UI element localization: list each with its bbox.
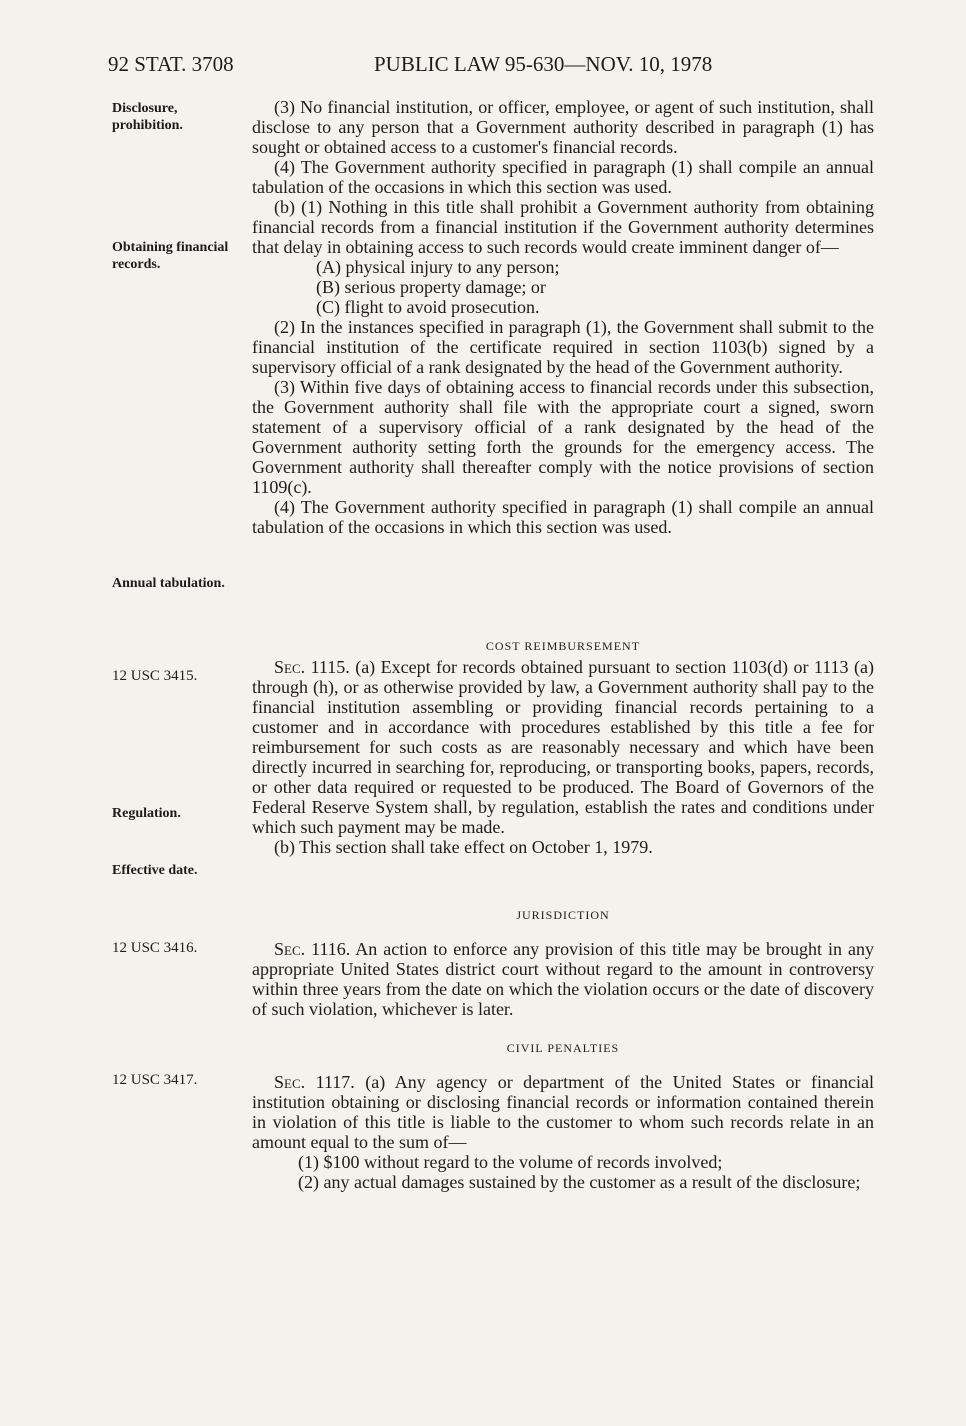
section-1116-text: 1116. An action to enforce any provision of this title may be brought in any appropriate United States district court without regard to the amount in controversy within three years from the date on which the violation occurs or the date of discovery of such violation, whichever is later. bbox=[252, 939, 875, 1019]
paragraph-a4: (4) The Government authority specified in paragraph (1) shall compile an annual tabulation of the occasions in which this section was used. bbox=[252, 157, 874, 197]
margin-note-usc3415: 12 USC 3415. bbox=[112, 668, 198, 684]
section-1117-a-text: 1117. (a) Any agency or department of the United States or financial institution obtaining or disclosing financial records or information contained therein in violation of this title is liable to the customer to whom such records relate in an amount equal to the sum of— bbox=[252, 1072, 874, 1152]
section-label: Sec. bbox=[274, 939, 306, 959]
margin-note-disclosure: Disclosure, prohibition. bbox=[112, 101, 183, 133]
page-header bbox=[108, 52, 868, 80]
margin-note-obtaining: Obtaining financial records. bbox=[112, 240, 229, 272]
section-1117-a2: (2) any actual damages sustained by the customer as a result of the disclosure; bbox=[298, 1172, 861, 1192]
paragraph-b1: (b) (1) Nothing in this title shall prohibit a Government authority from obtaining financial records from a financial institution if the Government authority determines that delay in obtaining access to such records would create imminent danger of— bbox=[252, 197, 874, 257]
paragraph-b3: (3) Within five days of obtaining access to financial records under this subsection, the Government authority shall file with the appropriate court a signed, sworn statement of a supervisory official of a rank designated by the head of the Government authority setting forth the grounds for the emergency access. The Government authority shall thereafter comply with the notice provisions of section 1109(c). bbox=[252, 377, 874, 497]
margin-note-usc3417: 12 USC 3417. bbox=[112, 1072, 198, 1088]
heading-cost-reimbursement: COST REIMBURSEMENT bbox=[485, 639, 641, 653]
section-1117 bbox=[252, 1035, 874, 1192]
law-title: PUBLIC LAW 95-630—NOV. 10, 1978 bbox=[374, 52, 713, 76]
margin-note-usc3416: 12 USC 3416. bbox=[112, 940, 198, 956]
section-1115 bbox=[252, 633, 874, 857]
section-1115-b: (b) This section shall take effect on October 1, 1979. bbox=[274, 837, 653, 857]
paragraph-b1-A: (A) physical injury to any person; bbox=[316, 257, 560, 277]
heading-civil-penalties: CIVIL PENALTIES bbox=[506, 1041, 620, 1055]
section-label: Sec. bbox=[274, 1072, 306, 1092]
section-1114-continued bbox=[252, 97, 874, 537]
section-1116 bbox=[252, 902, 874, 1019]
margin-note-regulation: Regulation. bbox=[112, 806, 181, 821]
section-1116-text-para bbox=[252, 939, 874, 1019]
paragraph-b1-C: (C) flight to avoid prosecution. bbox=[316, 297, 540, 317]
paragraph-b2: (2) In the instances specified in paragraph (1), the Government shall submit to the financial institution of the certificate required in section 1103(b) signed by a supervisory official of a rank designated by the head of the Government authority. bbox=[252, 317, 874, 377]
section-1115-a bbox=[252, 657, 874, 837]
margin-note-effective: Effective date. bbox=[112, 863, 198, 878]
paragraph-b1-B: (B) serious property damage; or bbox=[316, 277, 546, 297]
stat-page-number: 92 STAT. 3708 bbox=[108, 52, 234, 76]
heading-jurisdiction: JURISDICTION bbox=[516, 908, 610, 922]
section-1117-a1: (1) $100 without regard to the volume of records involved; bbox=[298, 1152, 723, 1172]
section-1117-a bbox=[252, 1072, 874, 1152]
section-label: Sec. bbox=[274, 657, 306, 677]
paragraph-b4: (4) The Government authority specified in paragraph (1) shall compile an annual tabulation of the occasions in which this section was used. bbox=[252, 497, 874, 537]
margin-note-annual: Annual tabulation. bbox=[112, 576, 225, 591]
paragraph-a3: (3) No financial institution, or officer, employee, or agent of such institution, shall disclose to any person that a Government authority described in paragraph (1) has sought or obtained access to a customer's financial records. bbox=[252, 97, 874, 157]
section-1115-a-text: 1115. (a) Except for records obtained pursuant to section 1103(d) or 1113 (a) through (h), or as otherwise provided by law, a Government authority shall pay to the financial institution assembling or providing financial records pertaining to a customer and in accordance with procedures established by this title a fee for reimbursement for such costs as are reasonably necessary and which have been directly incurred in searching for, reproducing, or transporting books, papers, records, or other data required or requested to be produced. The Board of Governors of the Federal Reserve System shall, by regulation, establish the rates and conditions under which such payment may be made. bbox=[252, 657, 874, 837]
